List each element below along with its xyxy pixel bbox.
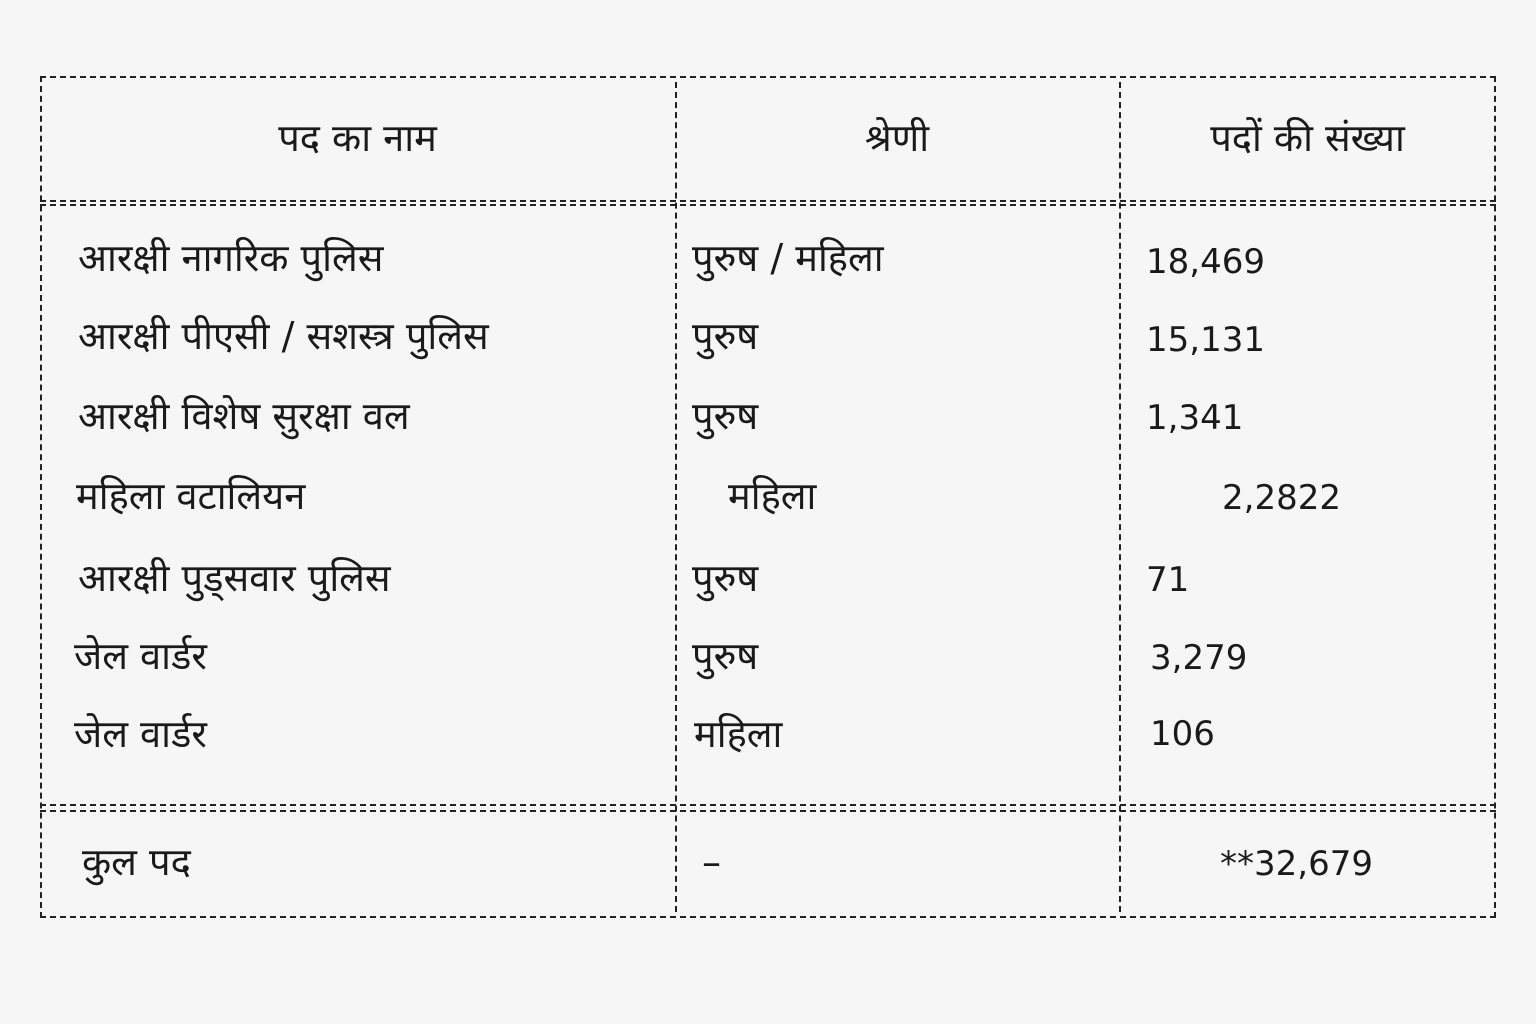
row-1-count: 18,469: [1146, 242, 1265, 282]
table-bottom-border: [40, 916, 1496, 918]
header-post-count: पदों की संख्या: [1210, 116, 1405, 160]
row-5-count: 71: [1146, 560, 1190, 600]
body-top-border: [40, 204, 1496, 206]
header-category: श्रेणी: [864, 116, 930, 160]
total-category: –: [702, 840, 721, 884]
row-2-category: पुरुष: [692, 314, 759, 358]
row-7-count: 106: [1150, 714, 1215, 754]
table-top-border: [40, 76, 1496, 78]
row-3-category: पुरुष: [692, 394, 759, 438]
row-3-post: आरक्षी विशेष सुरक्षा वल: [78, 394, 410, 438]
row-6-count: 3,279: [1150, 638, 1248, 678]
row-7-category: महिला: [694, 712, 783, 756]
total-label: कुल पद: [82, 840, 191, 884]
header-post-name: पद का नाम: [278, 116, 437, 160]
body-bottom-border: [40, 804, 1496, 806]
column-divider-1: [675, 82, 677, 912]
table-right-border: [1494, 76, 1496, 918]
row-2-post: आरक्षी पीएसी / सशस्त्र पुलिस: [78, 314, 489, 358]
posts-table: [40, 76, 1496, 918]
row-6-post: जेल वार्डर: [74, 634, 207, 678]
row-7-post: जेल वार्डर: [74, 712, 207, 756]
row-5-post: आरक्षी पुड्सवार पुलिस: [78, 556, 391, 600]
row-5-category: पुरुष: [692, 556, 759, 600]
row-4-count: 2,2822: [1222, 478, 1341, 518]
row-4-post: महिला वटालियन: [76, 474, 306, 518]
total-count: **32,679: [1220, 844, 1373, 884]
row-1-category: पुरुष / महिला: [692, 236, 884, 280]
row-6-category: पुरुष: [692, 634, 759, 678]
total-top-border: [40, 810, 1496, 812]
row-2-count: 15,131: [1146, 320, 1265, 360]
table-left-border: [40, 76, 42, 918]
column-divider-2: [1119, 82, 1121, 912]
row-1-post: आरक्षी नागरिक पुलिस: [78, 236, 384, 280]
header-bottom-border: [40, 200, 1496, 202]
row-4-category: महिला: [728, 474, 817, 518]
row-3-count: 1,341: [1146, 398, 1244, 438]
